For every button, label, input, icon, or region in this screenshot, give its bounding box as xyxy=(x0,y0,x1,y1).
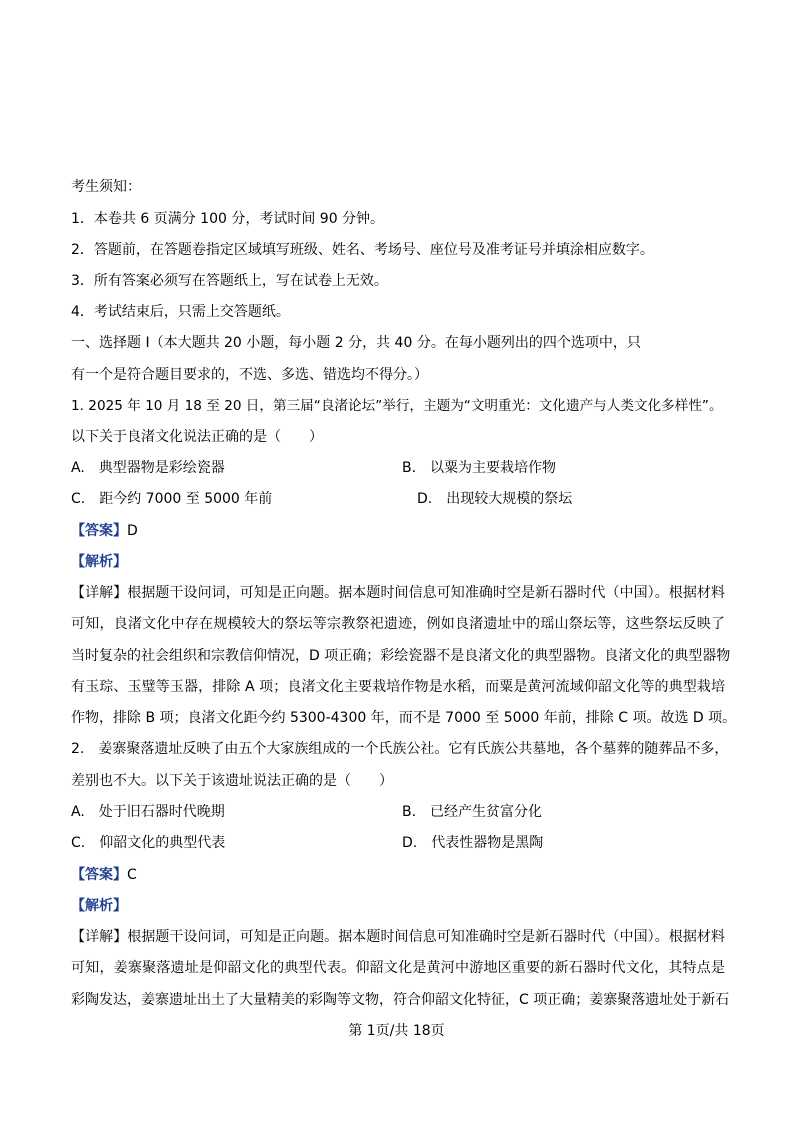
q2-detail-line-1 xyxy=(71,928,725,946)
detail-text: 根据题干设问词，可知是正向题。据本题时间信息可知准确时空是新石器时代（中国）。根据材料 xyxy=(127,929,726,945)
q2-detail-line-2: 可知，姜寨聚落遗址是仰韶文化的典型代表。仰韶文化是黄河中游地区重要的新石器时代文化，其特点是 xyxy=(71,960,725,976)
q2-stem-line-2: 差别也不大。以下关于该遗址说法正确的是（ ） xyxy=(71,773,393,789)
q2-option-b: B. 已经产生贫富分化 xyxy=(402,804,543,820)
detail-tag: 【详解】 xyxy=(71,585,128,601)
q1-analysis xyxy=(71,553,127,571)
q1-option-b: B. 以粟为主要栽培作物 xyxy=(402,460,557,476)
notice-title: 考生须知： xyxy=(71,179,141,195)
answer-tag: 【答案】 xyxy=(71,867,127,883)
q2-option-d: D. 代表性器物是黑陶 xyxy=(402,835,544,851)
notice-item-1: 1．本卷共 6 页满分 100 分，考试时间 90 分钟。 xyxy=(71,211,385,227)
q1-option-c: C. 距今约 7000 至 5000 年前 xyxy=(71,491,273,507)
notice-item-2: 2．答题前，在答题卷指定区域填写班级、姓名、考场号、座位号及准考证号并填涂相应数字。 xyxy=(71,242,654,258)
answer-value: D xyxy=(127,523,138,539)
q1-detail-line-5: 作物，排除 B 项；良渚文化距今约 5300-4300 年，而不是 7000 至 5000 年前，排除 C 项。故选 D 项。 xyxy=(71,710,737,726)
q1-detail-line-1 xyxy=(71,584,725,602)
q1-option-a: A. 典型器物是彩绘瓷器 xyxy=(71,460,225,476)
q2-option-c: C. 仰韶文化的典型代表 xyxy=(71,835,226,851)
q1-stem-line-2: 以下关于良渚文化说法正确的是（ ） xyxy=(71,429,323,445)
answer-tag: 【答案】 xyxy=(71,523,127,539)
q1-detail-line-2: 可知，良渚文化中存在规模较大的祭坛等宗教祭祀遗迹，例如良渚遗址中的瑶山祭坛等，这些祭坛反映了 xyxy=(71,616,725,632)
q1-detail-line-4: 有玉琮、玉璧等玉器，排除 A 项；良渚文化主要栽培作物是水稻，而粟是黄河流域仰韶文化等的典型栽培 xyxy=(71,679,725,695)
detail-tag: 【详解】 xyxy=(71,929,128,945)
notice-item-3: 3．所有答案必须写在答题纸上，写在试卷上无效。 xyxy=(71,273,388,289)
q2-detail-line-3: 彩陶发达，姜寨遗址出土了大量精美的彩陶等文物，符合仰韶文化特征，C 项正确；姜寨聚落遗址处于新石 xyxy=(71,992,730,1008)
q2-option-a: A. 处于旧石器时代晚期 xyxy=(71,804,225,820)
answer-value: C xyxy=(127,867,137,883)
q2-analysis xyxy=(71,897,127,915)
q2-stem-line-1: 2. 姜寨聚落遗址反映了由五个大家族组成的一个氏族公社。它有氏族公共墓地，各个墓葬的随葬品不多， xyxy=(71,741,729,757)
detail-text: 根据题干设问词，可知是正向题。据本题时间信息可知准确时空是新石器时代（中国）。根据材料 xyxy=(127,585,726,601)
q1-option-d: D. 出现较大规模的祭坛 xyxy=(417,491,573,507)
q1-stem-line-1: 1. 2025 年 10 月 18 至 20 日，第三届“良渚论坛”举行，主题为“文明重光：文化遗产与人类文化多样性”。 xyxy=(71,398,723,414)
notice-item-4: 4．考试结束后，只需上交答题纸。 xyxy=(71,304,290,320)
analysis-tag: 【解析】 xyxy=(71,554,127,570)
analysis-tag: 【解析】 xyxy=(71,898,127,914)
section-heading-line-2: 有一个是符合题目要求的，不选、多选、错选均不得分。） xyxy=(71,367,428,383)
q1-detail-line-3: 当时复杂的社会组织和宗教信仰情况，D 项正确；彩绘瓷器不是良渚文化的典型器物。良渚文化的典型器物 xyxy=(71,648,731,664)
section-heading-line-1: 一、选择题 I（本大题共 20 小题，每小题 2 分，共 40 分。在每小题列出的四个选项中，只 xyxy=(71,335,641,351)
page-footer: 第 1页/共 18页 xyxy=(348,1023,445,1039)
q2-answer xyxy=(71,866,137,884)
q1-answer xyxy=(71,522,138,540)
